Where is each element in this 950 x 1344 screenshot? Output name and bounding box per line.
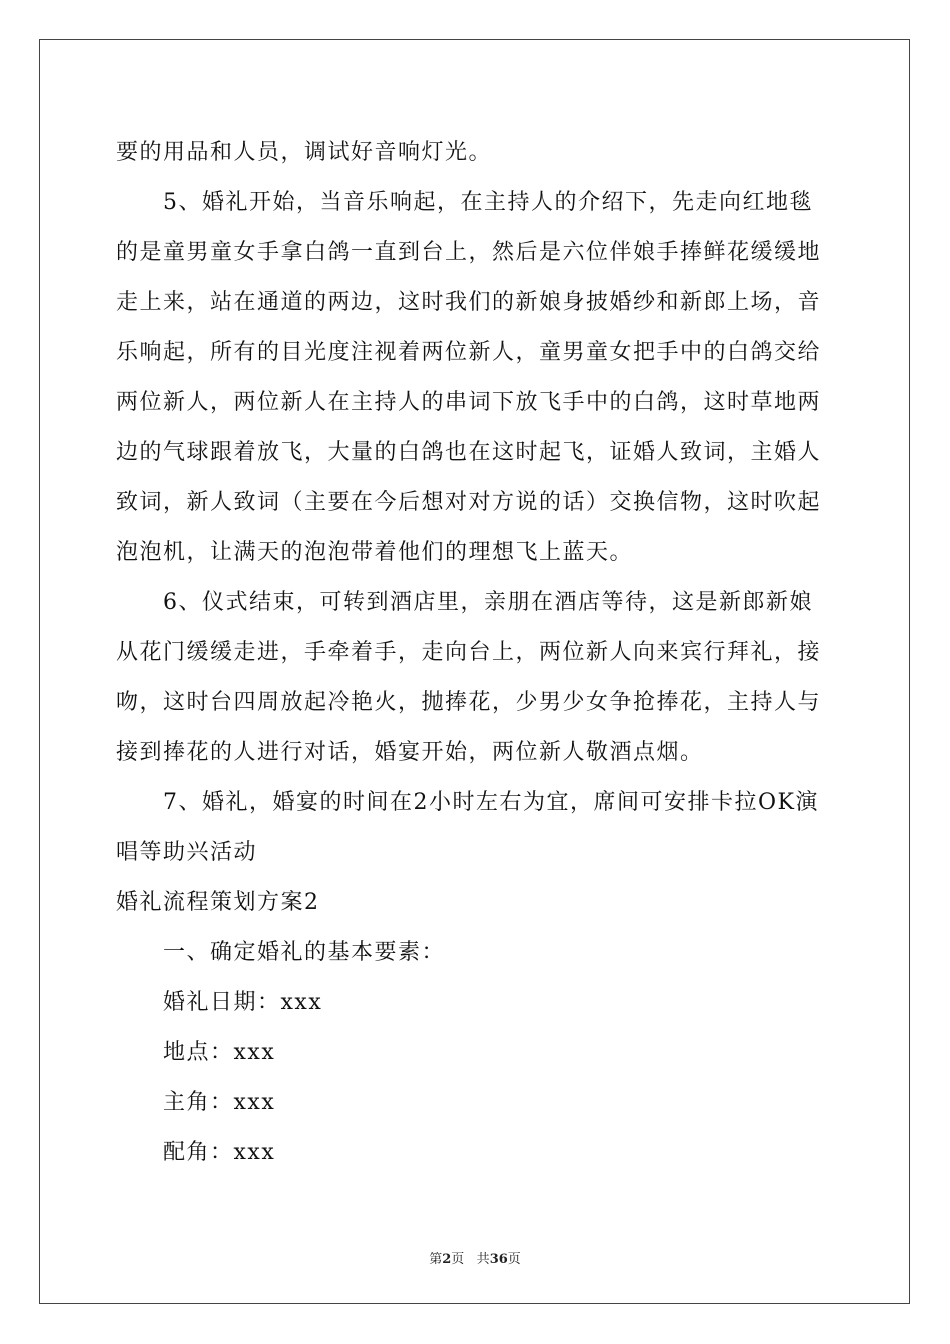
text-line: 两位新人，两位新人在主持人的串词下放飞手中的白鸽，这时草地两: [116, 390, 822, 415]
text-line: 从花门缓缓走进，手牵着手，走向台上，两位新人向来宾行拜礼，接: [116, 640, 822, 665]
text-line: 的是童男童女手拿白鸽一直到台上，然后是六位伴娘手捧鲜花缓缓地: [116, 240, 822, 265]
page-prefix: 第: [429, 1252, 443, 1267]
text-line: 吻，这时台四周放起冷艳火，抛捧花，少男少女争抢捧花，主持人与: [116, 690, 822, 715]
text-line: 接到捧花的人进行对话，婚宴开始，两位新人敬酒点烟。: [116, 740, 704, 765]
total-prefix: 共: [476, 1252, 490, 1267]
text-line: 走上来，站在通道的两边，这时我们的新娘身披婚纱和新郎上场，音: [116, 290, 822, 315]
paragraph-6-line: 6、仪式结束，可转到酒店里，亲朋在酒店等待，这是新郎新娘: [163, 590, 813, 615]
field-main-role: 主角：xxx: [163, 1090, 276, 1115]
paragraph-7-line: 7、婚礼，婚宴的时间在2小时左右为宜，席间可安排卡拉OK演: [163, 790, 819, 815]
field-location: 地点：xxx: [163, 1040, 276, 1065]
section-heading: 一、确定婚礼的基本要素：: [163, 940, 446, 965]
text-line: 乐响起，所有的目光度注视着两位新人，童男童女把手中的白鸽交给: [116, 340, 822, 365]
field-supporting-role: 配角：xxx: [163, 1140, 276, 1165]
text-line: 唱等助兴活动: [116, 840, 258, 865]
total-suffix: 页: [507, 1252, 521, 1267]
field-wedding-date: 婚礼日期：xxx: [163, 990, 323, 1015]
text-line: 致词，新人致词（主要在今后想对对方说的话）交换信物，这时吹起: [116, 490, 822, 515]
text-line: 泡泡机，让满天的泡泡带着他们的理想飞上蓝天。: [116, 540, 634, 565]
total-pages: 36: [489, 1252, 508, 1267]
paragraph-5-line: 5、婚礼开始，当音乐响起，在主持人的介绍下，先走向红地毯: [163, 190, 813, 215]
page-footer: [0, 1248, 950, 1267]
text-line: 要的用品和人员，调试好音响灯光。: [116, 140, 493, 165]
document-body: [116, 128, 836, 1178]
text-line: 边的气球跟着放飞，大量的白鸽也在这时起飞，证婚人致词，主婚人: [116, 440, 822, 465]
page-number: 2: [442, 1252, 452, 1267]
page-suffix: 页: [451, 1252, 465, 1267]
section-title: 婚礼流程策划方案2: [116, 890, 320, 915]
